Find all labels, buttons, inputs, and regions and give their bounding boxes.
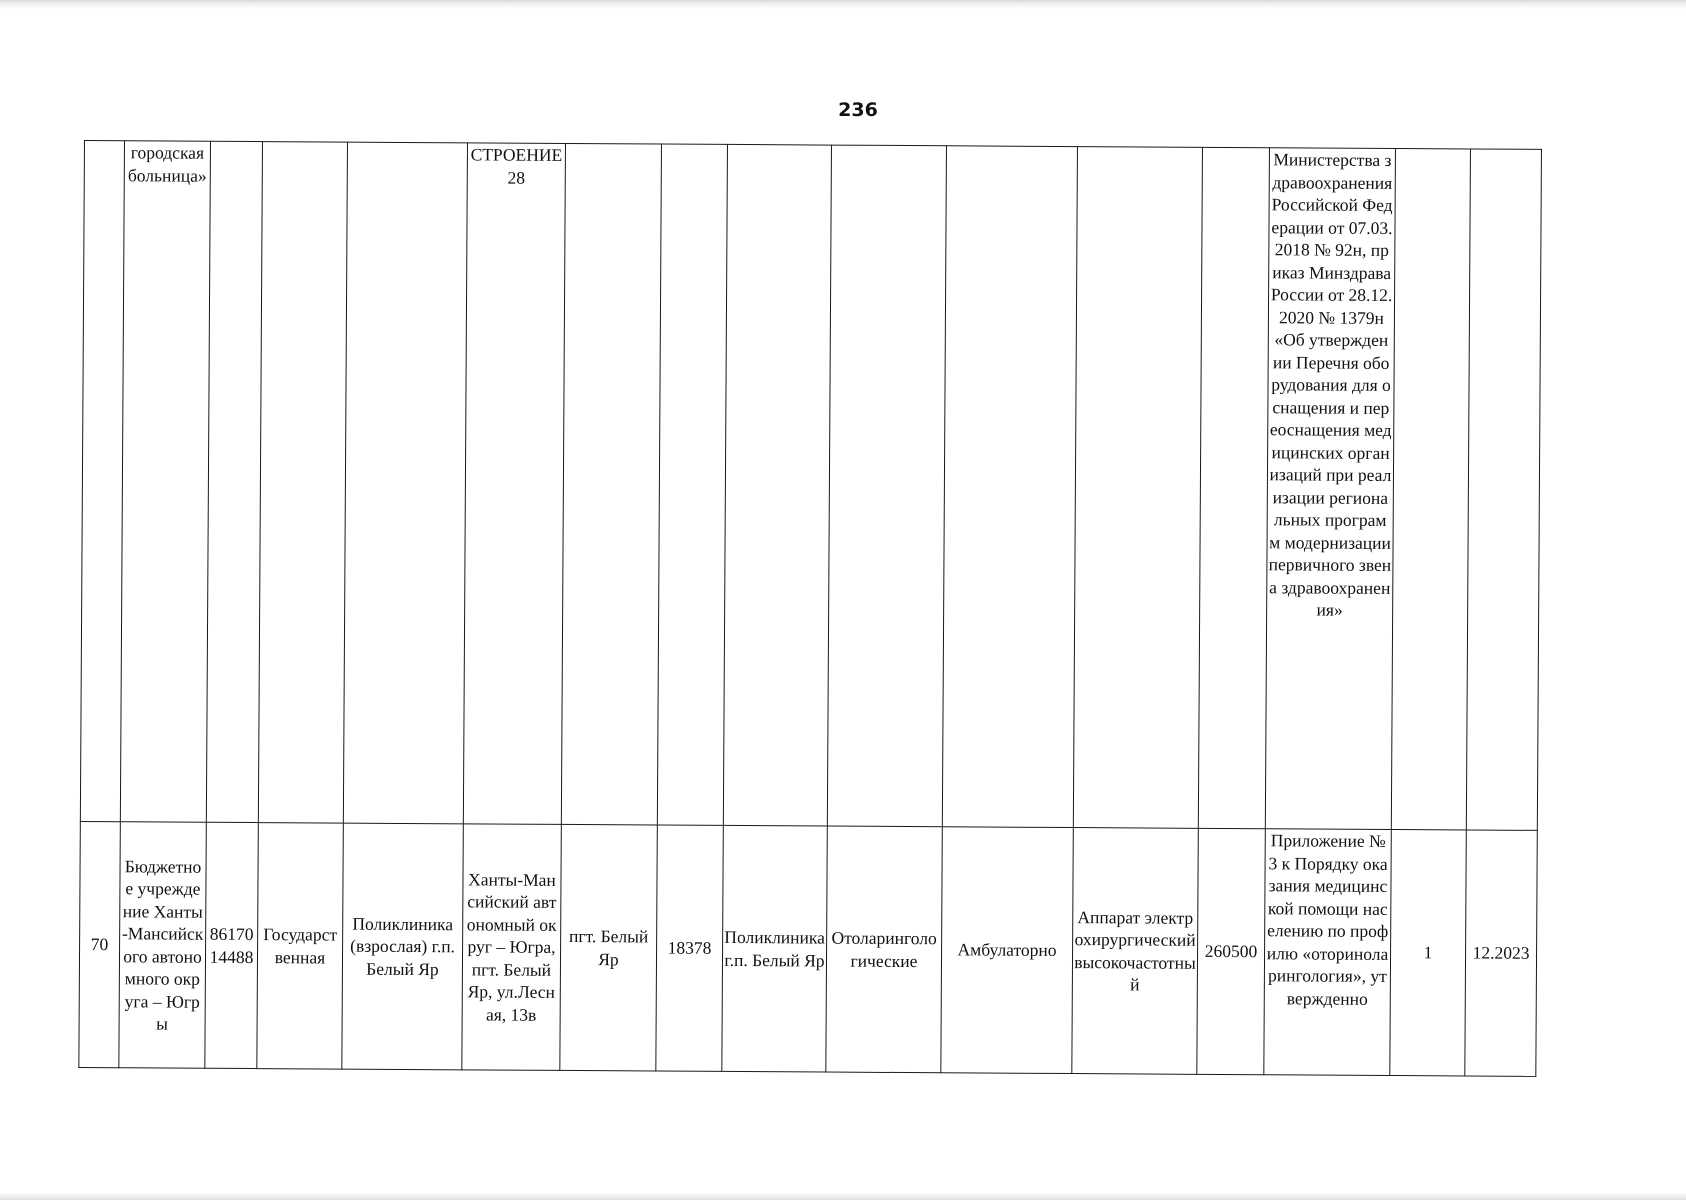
cell-date-cont (1466, 149, 1541, 830)
cell-address: Ханты-Мансийский автономный округ – Югра, пгт. Белый Яр, ул.Лесная, 13в (462, 824, 562, 1071)
cell-locality: пгт. Белый Яр (560, 824, 658, 1071)
cell-equipment-code: 260500 (1197, 828, 1266, 1074)
cell-address-cont: СТРОЕНИЕ 28 (463, 143, 565, 825)
cell-equipment-cont (1073, 147, 1202, 829)
cell-equipment: Аппарат электрохирургический высокочастотный (1072, 828, 1199, 1075)
cell-quantity-cont (1391, 149, 1470, 830)
cell-equipment-code-cont (1198, 147, 1269, 828)
page-number: 236 (838, 99, 878, 121)
cell-condition-cont (942, 146, 1077, 828)
cell-code-cont (657, 144, 727, 825)
cell-division: Поликлиника (взрослая) г.п. Белый Яр (342, 823, 464, 1070)
cell-date: 12.2023 (1465, 830, 1538, 1076)
cell-ownership: Государственная (257, 823, 344, 1070)
equipment-table (78, 140, 1542, 1077)
cell-inn: 8617014488 (205, 822, 259, 1068)
cell-basis: Приложение № 3 к Порядку оказания медицинской помощи населению по профилю «оториноларингология», утвержденно (1264, 829, 1392, 1076)
cell-profile: Отоларингологические (826, 826, 943, 1073)
scan-edge-top (0, 0, 1686, 10)
cell-unit-cont (723, 144, 831, 826)
table-row-continuation (80, 141, 1541, 831)
cell-locality-cont (561, 143, 661, 825)
cell-structural-unit: Поликлиника г.п. Белый Яр (722, 825, 828, 1072)
cell-care-condition: Амбулаторно (941, 827, 1074, 1074)
cell-basis-cont: Министерства здравоохранения Российской Федерации от 07.03.2018 № 92н, приказ Минздрава России от 28.12.2020 № 1379н «Об утверждении Перечня оборудования для оснащения и переоснащения медицинских организаций при реализации региональных программ модернизации первичного звена здравоохранения» (1265, 148, 1395, 830)
cell-code: 18378 (656, 825, 724, 1071)
cell-profile-cont (827, 145, 946, 827)
scan-edge-bottom (0, 1192, 1686, 1200)
cell-number-cont (80, 141, 124, 822)
cell-ownership-cont (258, 142, 347, 824)
cell-org-name: Бюджетное учреждение Ханты-Мансийского автономного округа – Югры (119, 822, 207, 1069)
table-row (79, 821, 1537, 1076)
cell-org-name-cont: городская больница» (120, 141, 210, 823)
cell-number: 70 (79, 821, 121, 1067)
cell-inn-cont (206, 141, 262, 822)
cell-division-cont (343, 142, 467, 824)
cell-quantity: 1 (1390, 829, 1467, 1075)
